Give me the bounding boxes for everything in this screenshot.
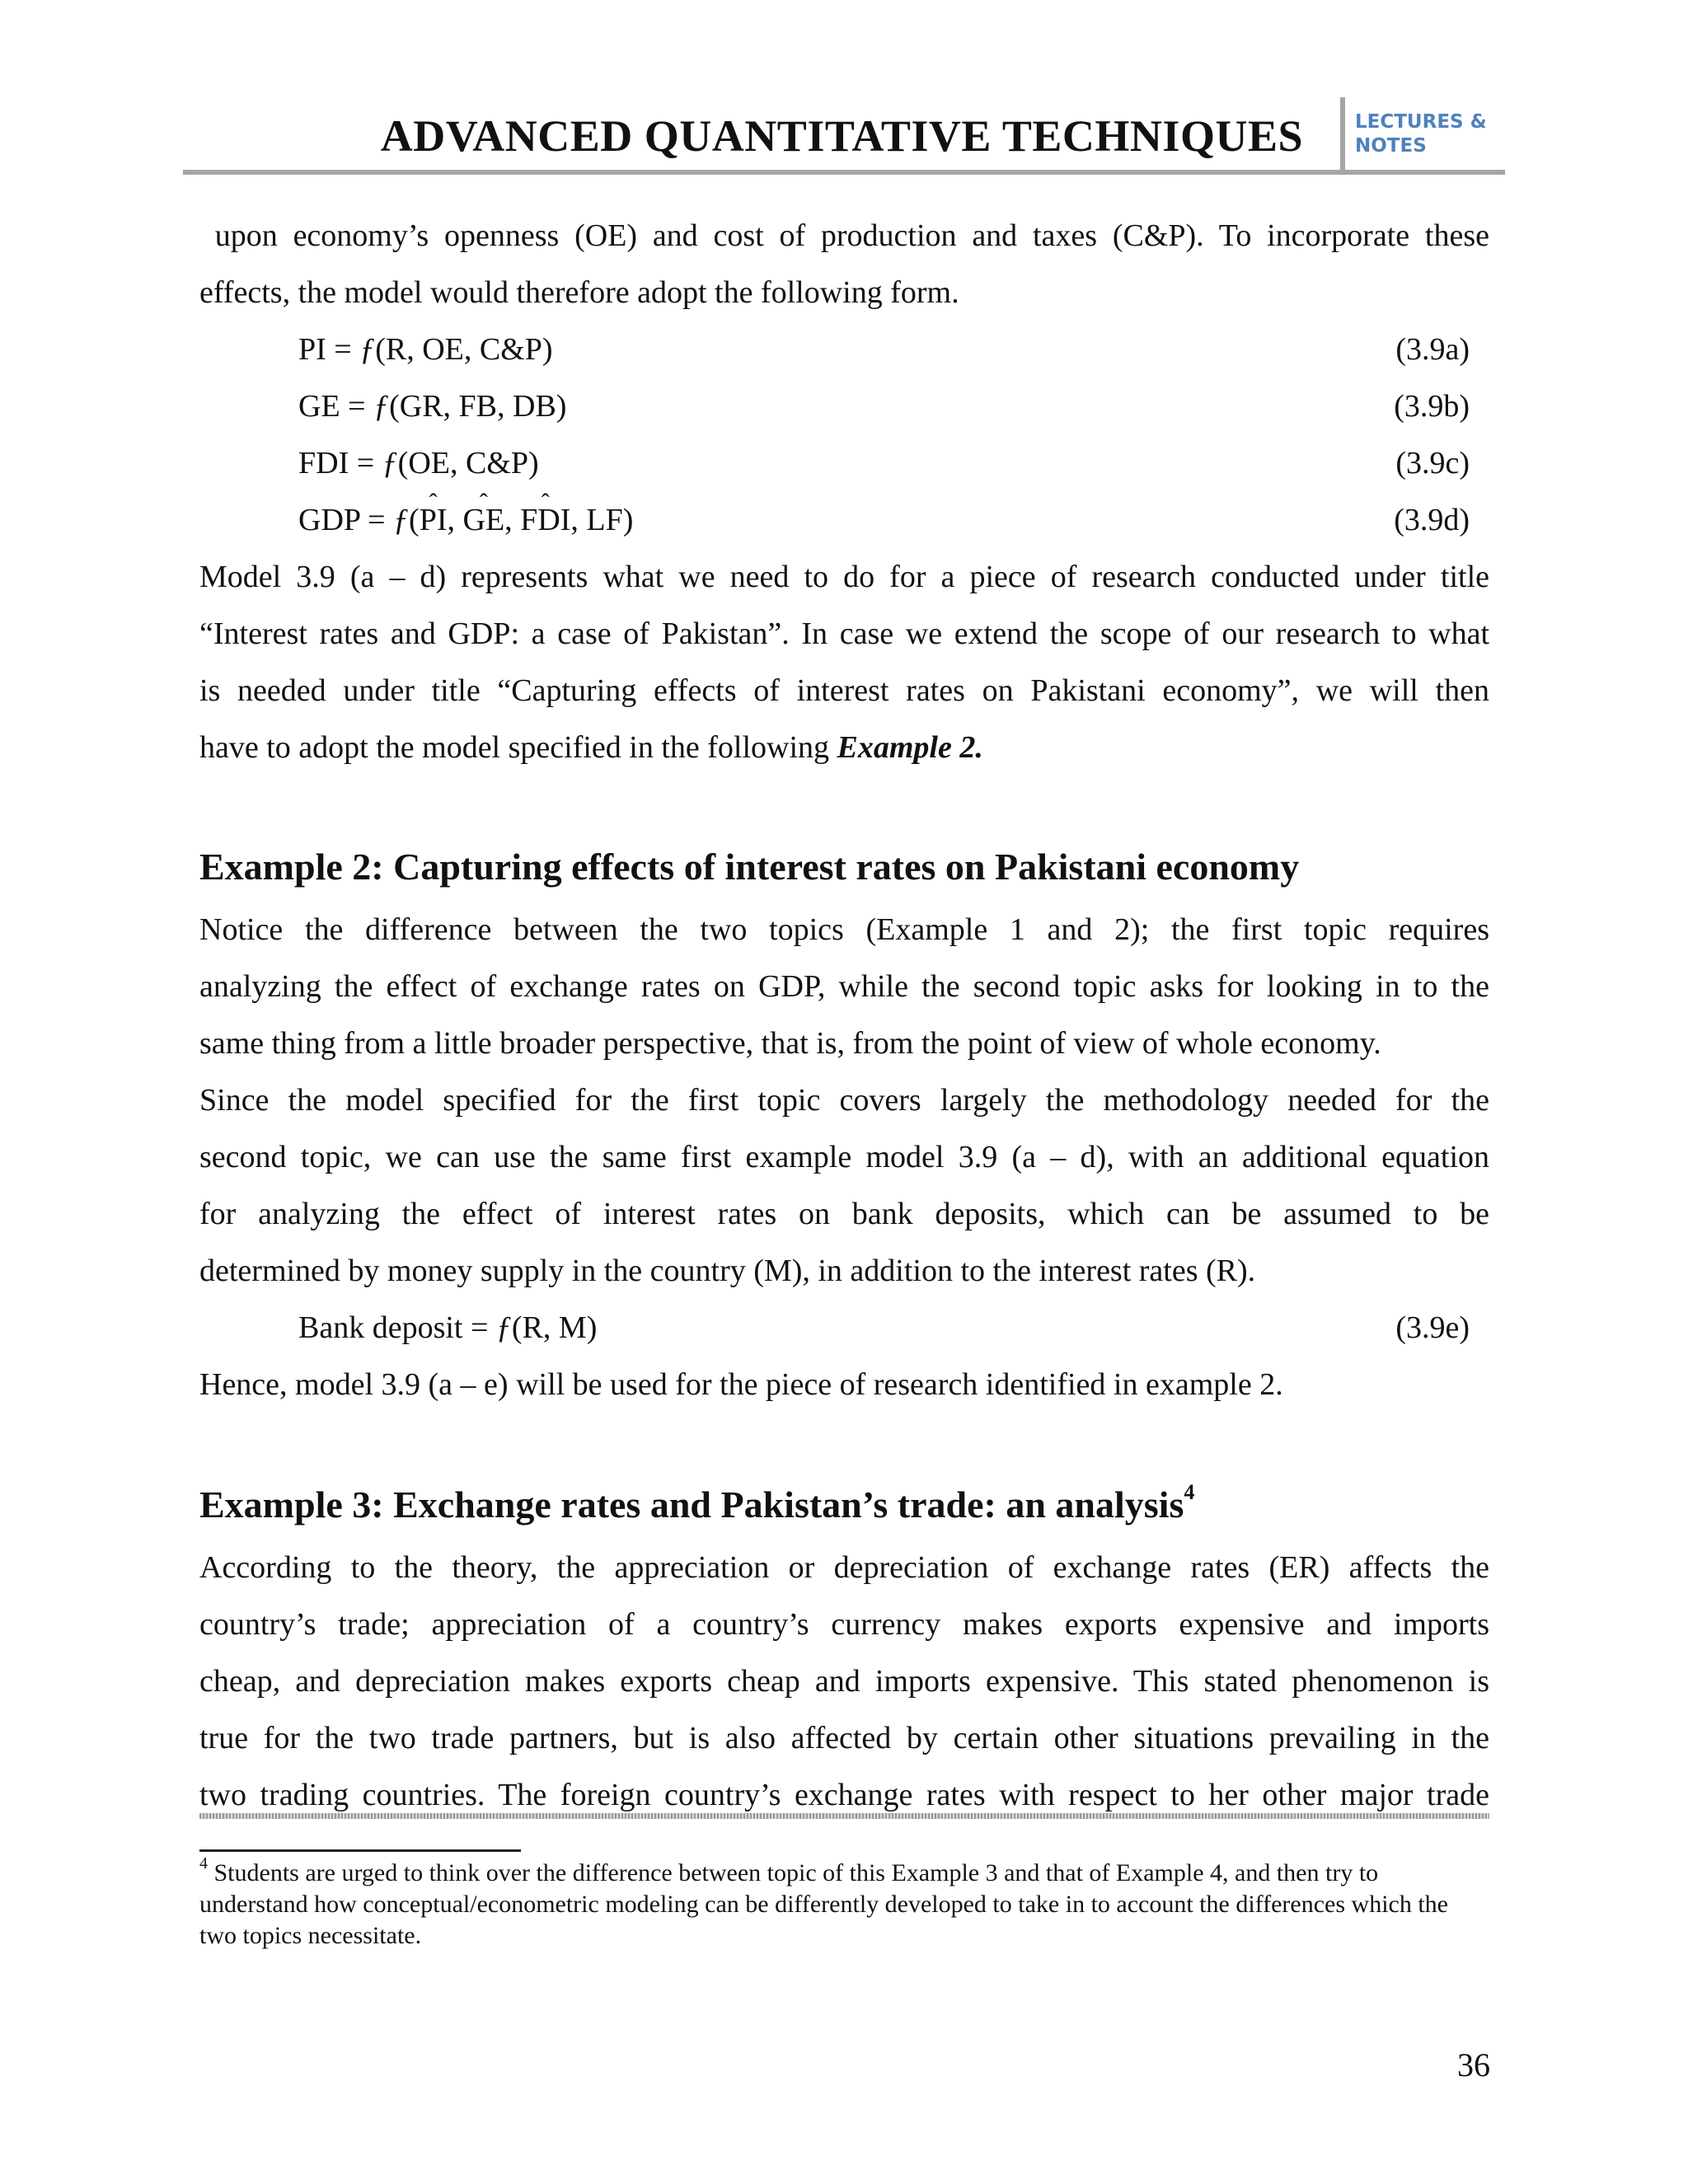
footnote-separator bbox=[199, 1849, 521, 1852]
para1-line2: effects, the model would therefore adopt the following form. bbox=[199, 275, 959, 310]
equation-number: (3.9c) bbox=[1395, 446, 1470, 480]
equation-3-9a bbox=[199, 321, 1489, 378]
example3-line: country’s trade; appreciation of a country’s currency makes exports expensive and imports bbox=[199, 1607, 1489, 1642]
equation-number: (3.9d) bbox=[1394, 503, 1470, 537]
example-reference: Example 2. bbox=[837, 730, 983, 765]
equation-3-9e bbox=[199, 1300, 1489, 1357]
equation-expression: GDP = ƒ(PI ˆ, GE ˆ, FDI ˆ, LF) bbox=[298, 492, 633, 549]
section-intro bbox=[199, 208, 1489, 776]
equation-3-9b bbox=[199, 378, 1489, 435]
para2-line: have to adopt the model specified in the following Example 2. bbox=[199, 730, 983, 765]
example3-line: two trading countries. The foreign country’s exchange rates with respect to her other major trade bbox=[199, 1778, 1489, 1812]
footnote-reference: 4 bbox=[1184, 1479, 1195, 1504]
header-notes-label bbox=[1355, 110, 1487, 158]
example2-conclusion: Hence, model 3.9 (a – e) will be used for the piece of research identified in example 2. bbox=[199, 1367, 1283, 1402]
para2-line: Model 3.9 (a – d) represents what we need to do for a piece of research conducted under title bbox=[199, 560, 1489, 594]
para2-line: is needed under title “Capturing effects of interest rates on Pakistani economy”, we will then bbox=[199, 673, 1489, 708]
section-example2 bbox=[199, 902, 1489, 1413]
example3-heading: Example 3: Exchange rates and Pakistan’s trade: an analysis$^4$ bbox=[199, 1479, 1195, 1526]
example2-p1-line: Notice the difference between the two topics (Example 1 and 2); the first topic requires bbox=[199, 912, 1489, 947]
example2-p2-line: for analyzing the effect of interest rates on bank deposits, which can be assumed to be bbox=[199, 1197, 1489, 1231]
equation-expression: FDI = ƒ(OE, C&P) bbox=[298, 446, 539, 480]
footnote-text: Students are urged to think over the difference between topic of this Example 3 and that of Example 4, and then try to understand how conceptual/econometric modeling can be differently developed to take in to account the differences which the two topics necessitate. bbox=[199, 1859, 1448, 1949]
example3-line: According to the theory, the appreciation or depreciation of exchange rates (ER) affects the bbox=[199, 1550, 1489, 1585]
example2-p2-line: determined by money supply in the country (M), in addition to the interest rates (R). bbox=[199, 1254, 1256, 1288]
header-notes-line1: LECTURES & bbox=[1355, 111, 1487, 133]
equation-number: (3.9e) bbox=[1395, 1310, 1470, 1345]
footnote-marker: 4 bbox=[199, 1854, 208, 1872]
section-example3 bbox=[199, 1540, 1489, 1824]
example2-p2-line: Since the model specified for the first topic covers largely the methodology needed for the bbox=[199, 1083, 1489, 1118]
page-header bbox=[183, 97, 1505, 173]
equation-expression: Bank deposit = ƒ(R, M) bbox=[298, 1310, 598, 1345]
example2-heading: Example 2: Capturing effects of interest rates on Pakistani economy bbox=[199, 846, 1300, 888]
page-bottom-rule bbox=[199, 1813, 1489, 1819]
header-title: ADVANCED QUANTITATIVE TECHNIQUES bbox=[380, 111, 1303, 161]
para1-line1: upon economy’s openness (OE) and cost of production and taxes (C&P). To incorporate these bbox=[199, 218, 1489, 253]
page-number: 36 bbox=[1457, 2046, 1490, 2083]
example2-p2-line: second topic, we can use the same first example model 3.9 (a – d), with an additional equation bbox=[199, 1140, 1489, 1174]
example3-line: true for the two trade partners, but is also affected by certain other situations prevailing in the bbox=[199, 1721, 1489, 1755]
equation-number: (3.9b) bbox=[1394, 389, 1470, 424]
header-notes-line2: NOTES bbox=[1355, 135, 1427, 157]
example3-line: cheap, and depreciation makes exports cheap and imports expensive. This stated phenomenon is bbox=[199, 1664, 1489, 1699]
header-rule bbox=[183, 170, 1505, 175]
equation-expression: PI = ƒ(R, OE, C&P) bbox=[298, 332, 553, 367]
para2-line: “Interest rates and GDP: a case of Pakistan”. In case we extend the scope of our research to what bbox=[199, 616, 1489, 651]
equation-3-9c bbox=[199, 435, 1489, 492]
example2-p1-line: analyzing the effect of exchange rates on GDP, while the second topic asks for looking in to the bbox=[199, 969, 1489, 1004]
example2-p1-line: same thing from a little broader perspective, that is, from the point of view of whole economy. bbox=[199, 1026, 1381, 1061]
header-divider bbox=[1340, 97, 1345, 170]
footnote bbox=[199, 1854, 1489, 1952]
equation-expression: GE = ƒ(GR, FB, DB) bbox=[298, 389, 567, 424]
equation-number: (3.9a) bbox=[1395, 332, 1470, 367]
equation-3-9d bbox=[199, 492, 1489, 549]
